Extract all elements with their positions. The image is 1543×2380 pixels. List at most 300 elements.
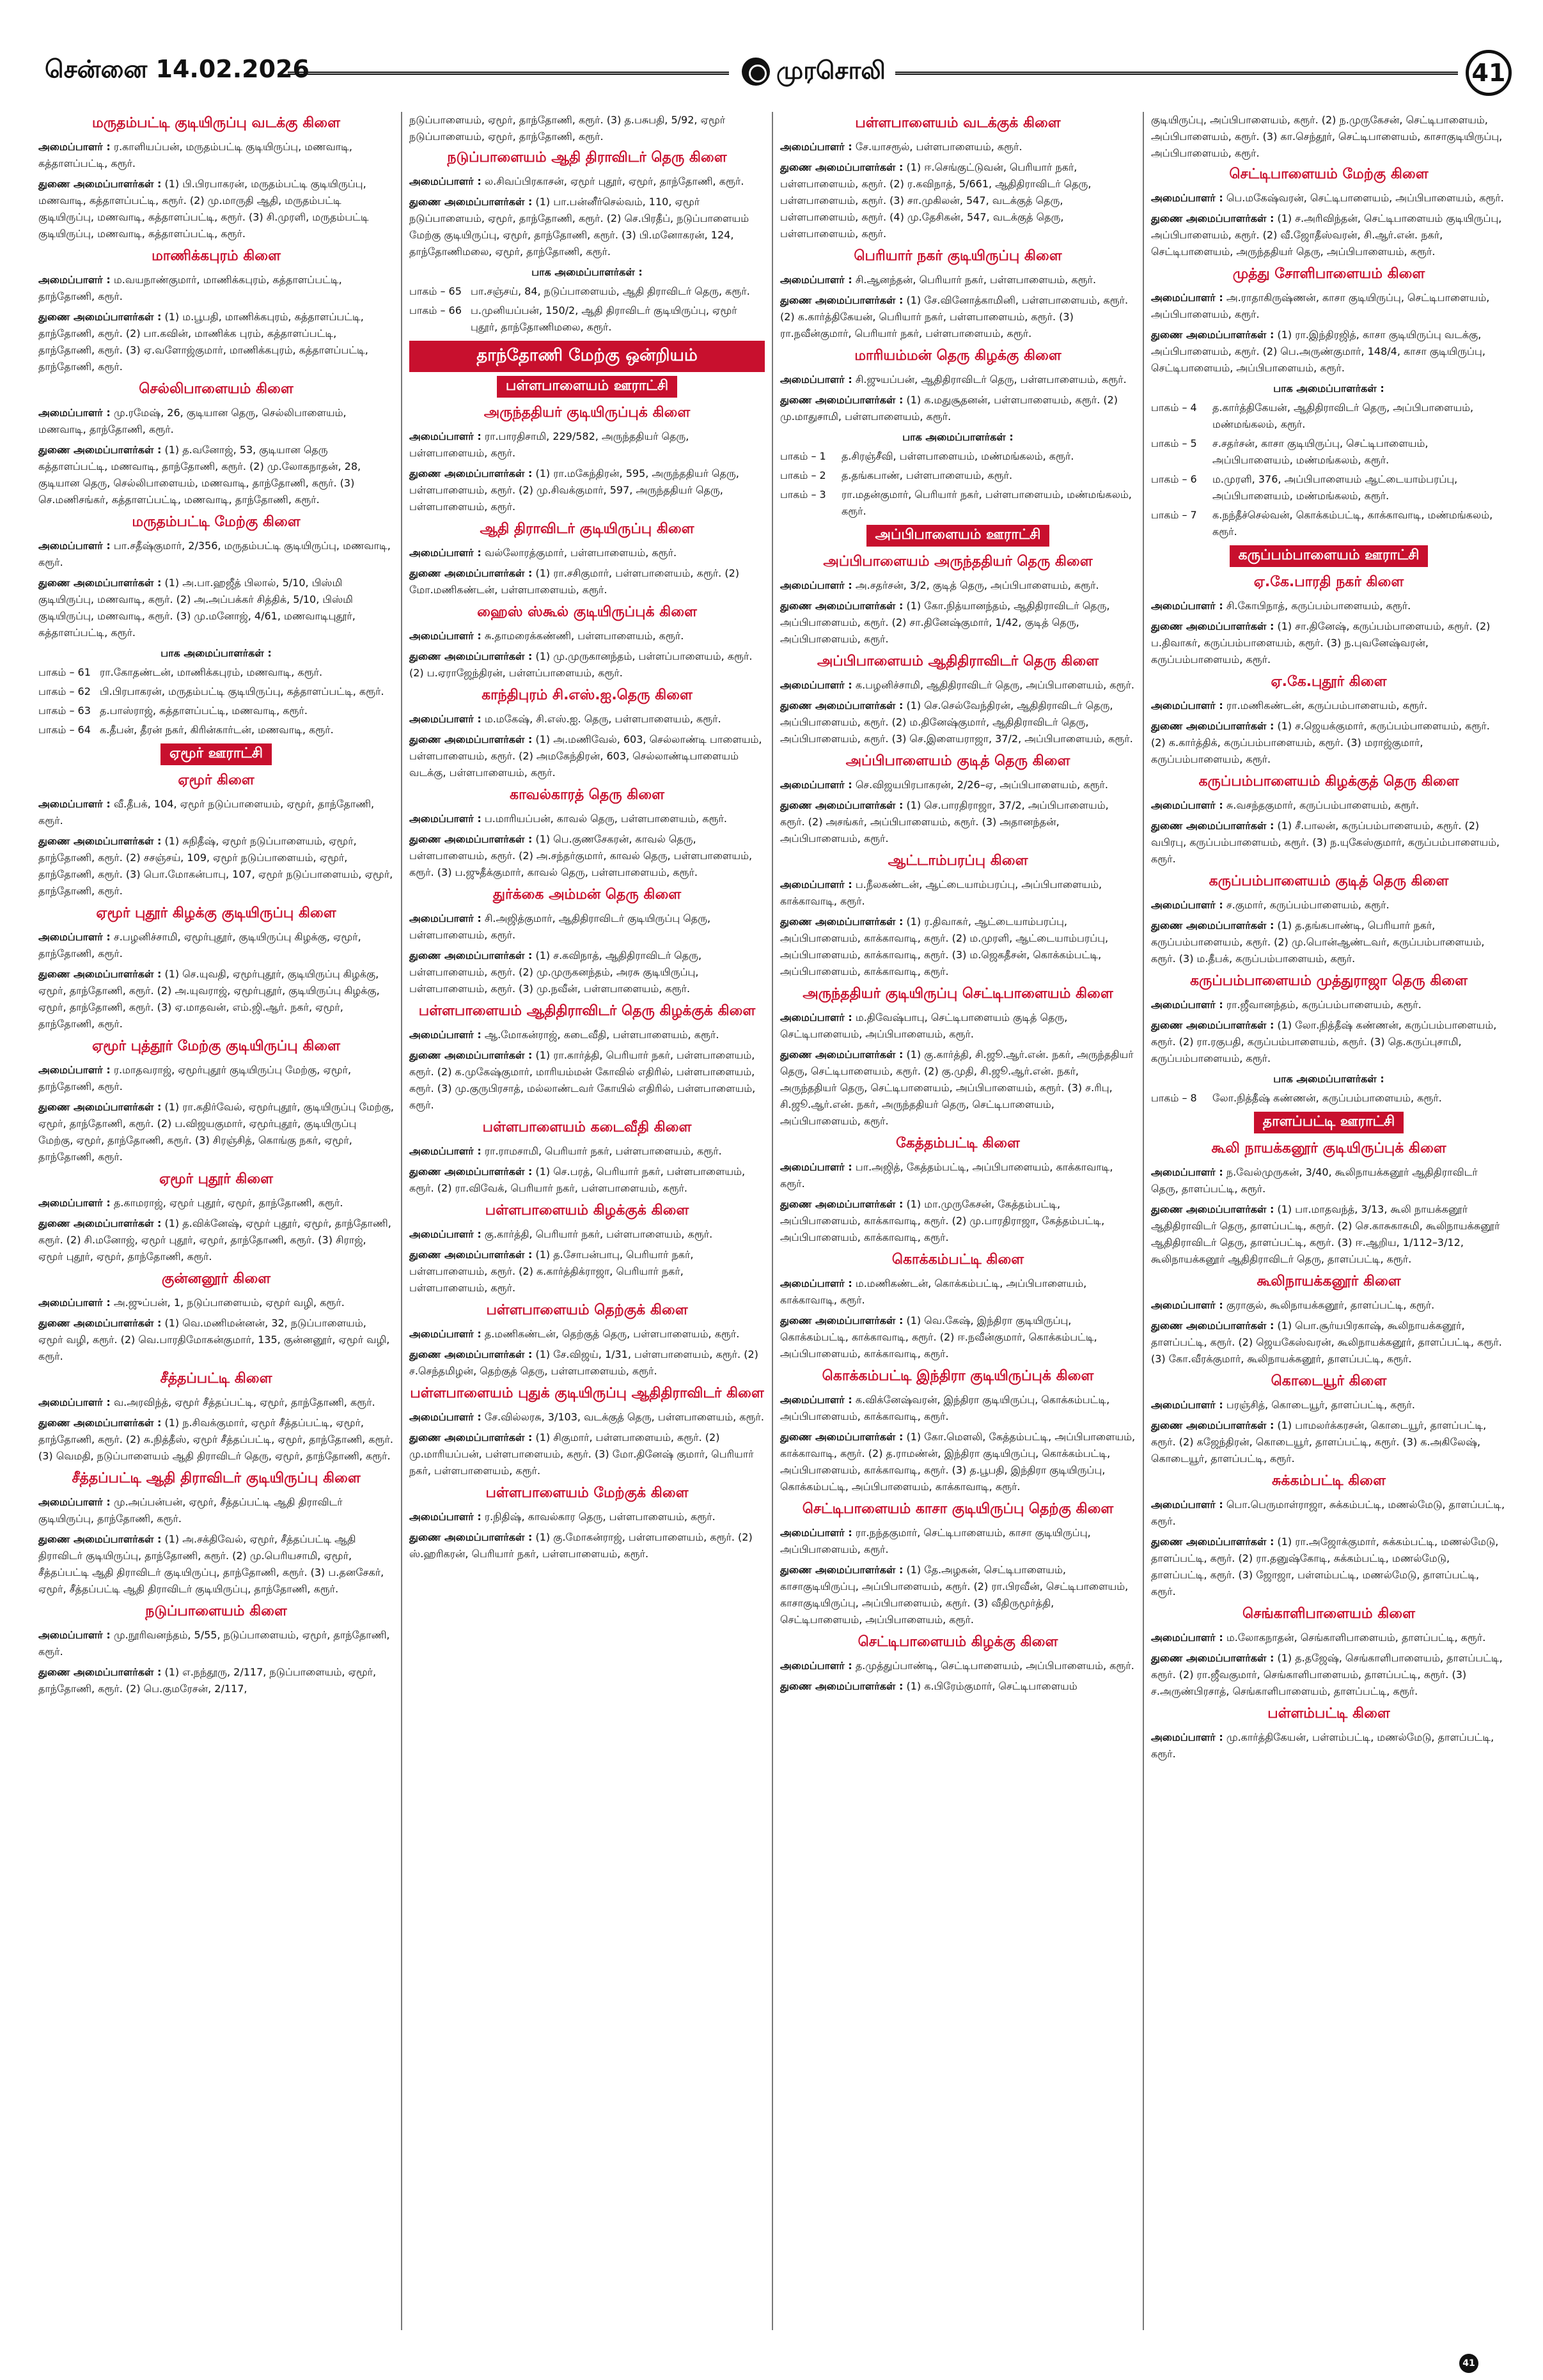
organizer-value: த.முத்துப்பாண்டி, செட்டிபாளையம், அப்பிபாளையம், கரூர்.	[855, 1660, 1134, 1672]
branch-section	[1151, 773, 1507, 867]
deputy-organizers-line	[780, 1429, 1136, 1495]
organizer-line	[780, 577, 1136, 594]
deputy-organizers-line	[409, 831, 765, 881]
deputy-organizers-line	[38, 309, 394, 375]
branch-section	[38, 380, 394, 508]
deputy-organizers-value: (1) த.தஜேஷ், செங்காளிபாளையம், தாளப்பட்டி, கரூர். (2) ரா.ஜீவகுமார், செங்காளிபாளையம், தாளப்பட்டி, கரூர். (3) ச.அருண்பிரசாத், செங்காளிபாளையம், தாளப்பட்டி, கரூர்.	[1151, 1652, 1503, 1697]
booth-number: பாகம் – 1	[780, 450, 826, 462]
deputy-organizers-label: துணை அமைப்பாளர்கள் :	[780, 1314, 904, 1326]
header-rule-left	[288, 72, 729, 75]
branch-title: பள்ளபாளையம் வடக்குக் கிளை	[855, 115, 1061, 131]
booth-row	[780, 448, 1136, 465]
deputy-organizers-line	[38, 1215, 394, 1265]
deputy-organizers-line	[409, 1047, 765, 1114]
deputy-organizers-value: (1) பா.மாதவந்த், 3/13, கூலி நாயக்கனூர் ஆதிதிராவிடர் தெரு, தாளப்பட்டி, கரூர். (2) செ.காசுகாசுமி, கூலிநாயக்கனூர் ஆதிதிராவிடர் தெரு, தாளப்பட்டி, கரூர். (3) ஈ.ஆறிய, 1/112–3/12, கூலிநாயக்கனூர் ஆதிதிராவிடர் தெரு, தாளப்பட்டி, கரூர்.	[1151, 1203, 1500, 1265]
deputy-organizers-value: (1) மா.முருகேசன், கேத்தம்பட்டி, அப்பிபாளையம், காக்காவாடி, கரூர். (2) மு.பாரதிராஜா, கேத்தம்பட்டி, அப்பிபாளையம், காக்காவாடி, கரூர்.	[780, 1198, 1105, 1243]
branch-title: நடுப்பாளையம் ஆதி திராவிடர் தெரு கிளை	[447, 150, 727, 166]
organizer-line	[38, 1195, 394, 1211]
panchayat-banner: அப்பிபாளையம் ஊராட்சி	[866, 525, 1050, 547]
branch-title: ஏமூர் புதூர் கிழக்கு குடியிருப்பு கிளை	[96, 905, 336, 921]
footer-page-number: 41	[1459, 2354, 1478, 2373]
deputy-organizers-label: துணை அமைப்பாளர்கள் :	[38, 577, 162, 589]
deputy-organizers-value: (1) கு.மோகன்ராஜ், பள்ளபாளையம், கரூர். (2) ஸ்.ஹரிகரன், பெரியார் நகர், பள்ளபாளையம், கரூர்.	[409, 1531, 753, 1560]
organizer-label: அமைப்பாளர் :	[38, 141, 111, 153]
organizer-value: ந.வேல்முருகன், 3/40, கூலிநாயக்கனூர் ஆதிதிராவிடர் தெரு, தாளப்பட்டி, கரூர்.	[1151, 1166, 1478, 1195]
branch-title: ஹைஸ் ஸ்கூல் குடியிருப்புக் கிளை	[477, 604, 697, 620]
deputy-organizers-line	[1151, 718, 1507, 768]
deputy-organizers-label: துணை அமைப்பாளர்கள் :	[780, 799, 904, 811]
branch-section	[1151, 166, 1507, 260]
deputy-organizers-value: (1) பெ.குணசேகரன், காவல் தெரு, பள்ளபாளையம், கரூர். (2) அ.சந்தர்குமார், காவல் தெரு, பள்ளபாளையம், கரூர். (3) ப.ஜுதீக்குமார், காவல் தெரு, பள்ளபாளையம், கரூர்.	[409, 833, 753, 878]
organizer-label: அமைப்பாளர் :	[409, 630, 482, 642]
branch-section	[780, 347, 1136, 520]
organizer-label: அமைப்பாளர் :	[38, 407, 111, 419]
booth-organizer: த.சிரஞ்சீவி, பள்ளபாளையம், மண்மங்கலம், கரூர்.	[842, 450, 1074, 462]
organizer-value: ம.லோகநாதன், செங்காளிபாளையம், தாளப்பட்டி, கரூர்.	[1226, 1631, 1486, 1644]
deputy-organizers-label: துணை அமைப்பாளர்கள் :	[780, 1048, 904, 1061]
branch-section	[409, 1484, 765, 1562]
branch-title: பள்ளபாளையம் ஆதிதிராவிடர் தெரு கிழக்குக் கிளை	[418, 1003, 756, 1019]
branch-title: கேத்தம்பட்டி கிளை	[896, 1135, 1020, 1151]
deputy-organizers-label: துணை அமைப்பாளர்கள் :	[409, 1248, 533, 1261]
branch-title: செங்காளிபாளையம் கிளை	[1242, 1606, 1415, 1622]
booth-organizer: ரா.கோதண்டன், மாணிக்கபுரம், மணவாடி, கரூர்.	[100, 666, 323, 678]
deputy-organizers-label: துணை அமைப்பாளர்கள் :	[38, 178, 162, 190]
deputy-organizers-line	[38, 833, 394, 899]
branch-title: ஏ.கே.பாரதி நகர் கிளை	[1253, 574, 1404, 590]
branch-section	[1151, 1705, 1507, 1762]
branch-title: செட்டிபாளையம் மேற்கு கிளை	[1229, 166, 1429, 182]
deputy-organizers-line	[780, 1678, 1136, 1695]
branch-section	[38, 114, 394, 242]
deputy-organizers-value: (1) க.மதுசூதனன், பள்ளபாளையம், கரூர். (2) மு.மாதுசாமி, பள்ளபாளையம், கரூர்.	[780, 394, 1118, 423]
branch-section	[409, 886, 765, 997]
branch-section	[38, 1038, 394, 1165]
deputy-organizers-line	[38, 575, 394, 641]
booth-number: பாகம் – 7	[1151, 509, 1197, 521]
organizer-label: அமைப்பாளர் :	[409, 912, 482, 924]
booth-number: பாகம் – 65	[409, 285, 462, 297]
branch-title: அருந்ததியர் குடியிருப்புக் கிளை	[483, 405, 691, 421]
branch-section	[409, 1202, 765, 1296]
branch-title: நடுப்பாளையம் கிளை	[145, 1603, 287, 1619]
deputy-organizers-label: துணை அமைப்பாளர்கள் :	[409, 567, 533, 579]
deputy-organizers-value: (1) எ.நந்தூரு, 2/117, நடுப்பாளையம், ஏமூர், தாந்தோணி, கரூர். (2) பெ.குமரேசன், 2/117,	[38, 1666, 377, 1695]
deputy-organizers-label: துணை அமைப்பாளர்கள் :	[780, 699, 904, 712]
deputy-organizers-value: (1) பா.பன்னீர்செல்வம், 110, ஏமூர் நடுப்பாளையம், ஏமூர், தாந்தோணி, கரூர். (2) செ.பிரதீப், நடுப்பாளையம் மேற்கு குடியிருப்பு, ஏமூர், தாந்தோணி, கரூர். (3) பி.மனோகரன், 124, தாந்தோணிமலை, ஏமூர், தாந்தோணி, கரூர்.	[409, 196, 749, 258]
deputy-organizers-line	[409, 1163, 765, 1197]
deputy-organizers-value: (1) ச.அரிவிந்தன், செட்டிபாளையம் குடியிருப்பு, அப்பிபாளையம், கரூர். (2) வீ.ஜோதீஸ்வரன், சி.ஆர்.என். நகர், செட்டிபாளையம், அருந்ததியர் தெரு, அப்பிபாளையம், கரூர்.	[1151, 212, 1502, 258]
deputy-organizers-value: (1) சே.விஜய், 1/31, பள்ளபாளையம், கரூர். (2) ச.செந்தமிழன், தெற்குத் தெரு, பள்ளபாளையம், கரூர்.	[409, 1348, 758, 1377]
panchayat-banner: தாளப்பட்டி ஊராட்சி	[1254, 1112, 1404, 1133]
deputy-organizers-label: துணை அமைப்பாளர்கள் :	[1151, 1536, 1274, 1548]
organizer-label: அமைப்பாளர் :	[38, 1496, 111, 1508]
panchayat-banner: ஏமூர் ஊராட்சி	[161, 743, 272, 765]
deputy-organizers-label: துணை அமைப்பாளர்கள் :	[780, 161, 904, 173]
organizer-label: அமைப்பாளர் :	[409, 1328, 482, 1340]
deputy-organizers-label: துணை அமைப்பாளர்கள் :	[409, 833, 533, 845]
deputy-organizers-line	[1151, 1201, 1507, 1268]
branch-section	[38, 1470, 394, 1598]
branch-title: ஏ.கே.புதூர் கிளை	[1271, 674, 1387, 690]
organizer-value: அ.சதர்சன், 3/2, குடித் தெரு, அப்பிபாளையம், கரூர்.	[855, 579, 1099, 591]
branch-title: ஏமூர் கிளை	[178, 772, 255, 788]
organizer-label: அமைப்பாளர் :	[38, 1064, 111, 1076]
branch-title: கருப்பம்பாளையம் முத்துராஜா தெரு கிளை	[1189, 973, 1468, 989]
deputy-organizers-line	[780, 797, 1136, 847]
deputy-organizers-label: துணை அமைப்பாளர்கள் :	[409, 467, 533, 479]
branch-section	[780, 114, 1136, 242]
organizer-line	[38, 1627, 394, 1660]
organizer-line	[38, 272, 394, 305]
deputy-organizers-line	[780, 392, 1136, 425]
column-divider	[401, 112, 402, 2330]
page-header	[38, 52, 1509, 97]
organizer-value: த.மணிகண்டன், தெற்குத் தெரு, பள்ளபாளையம், கரூர்.	[484, 1328, 740, 1340]
deputy-organizers-value: (1) க.பிரேம்குமார், செட்டிபாளையம்	[906, 1680, 1077, 1692]
branch-title: கருப்பம்பாளையம் கிழக்குத் தெரு கிளை	[1198, 774, 1459, 789]
organizer-label: அமைப்பாளர் :	[1151, 1299, 1223, 1311]
organizer-label: அமைப்பாளர் :	[38, 1396, 111, 1408]
deputy-organizers-value: (1) வெ.மணிமன்னன், 32, நடுப்பாளையம், ஏமூர் வழி, கரூர். (2) வெ.பாரதிமோகன்குமார், 135, குன்னனூர், ஏமூர் வழி, கரூர்.	[38, 1317, 390, 1362]
deputy-organizers-value: (1) ச.ஜெயக்குமார், கருப்பம்பாளையம், கரூர். (2) க.கார்த்திக், கருப்பம்பாளையம், கரூர். (3) மராஜ்குமார், கருப்பம்பாளையம், கரூர்.	[1151, 720, 1490, 765]
branch-section	[1151, 1605, 1507, 1700]
organizer-value: ம.மகேஷ், சி.எஸ்.ஐ. தெரு, பள்ளபாளையம், கரூர்.	[484, 713, 721, 725]
deputy-organizers-label: துணை அமைப்பாளர்கள் :	[409, 650, 533, 662]
organizer-line	[38, 796, 394, 829]
organizer-line	[38, 538, 394, 571]
deputy-organizers-value: (1) அ.பா.ஹஜீத் பிலால், 5/10, பிஸ்மி குடியிருப்பு, மணவாடி, கரூர். (2) அ.அப்பக்கர் சித்திக், 5/10, பிஸ்மி குடியிருப்பு, மணவாடி, கரூர். (3) மு.மனோஜ், 4/61, மணவாடிபுதூர், கத்தாளப்பட்டி, கரூர்.	[38, 577, 356, 639]
deputy-organizers-value: (1) சா.தினேஷ், கருப்பம்பாளையம், கரூர். (2) ப.திவாகர், கருப்பம்பாளையம், கரூர். (3) ந.புவனேஷ்வரன், கருப்பம்பாளையம், கரூர்.	[1151, 620, 1491, 665]
organizer-label: அமைப்பாளர் :	[409, 813, 482, 825]
organizer-line	[409, 1143, 765, 1160]
organizer-label: அமைப்பாளர் :	[1151, 799, 1223, 811]
deputy-organizers-label: துணை அமைப்பாளர்கள் :	[780, 915, 904, 928]
deputy-organizers-label: துணை அமைப்பாளர்கள் :	[1151, 1203, 1274, 1215]
organizer-value: ம.திவேஷ்பாபு, செட்டிபாளையம் குடித் தெரு, செட்டிபாளையம், அப்பிபாளையம், கரூர்.	[780, 1011, 1068, 1040]
organizer-line	[780, 1392, 1136, 1425]
branch-section	[1151, 1273, 1507, 1367]
organizer-label: அமைப்பாளர் :	[409, 1411, 482, 1423]
booth-row	[1151, 471, 1507, 504]
organizer-line	[38, 1394, 394, 1411]
deputy-organizers-line	[780, 159, 1136, 242]
branch-title: பெரியார் நகர் குடியிருப்பு கிளை	[854, 248, 1062, 264]
organizer-value: பெ.மகேஷ்வரன், செட்டிபாளையம், அப்பிபாளையம், கரூர்.	[1226, 192, 1504, 204]
organizer-value: ச.குமார், கருப்பம்பாளையம், கரூர்.	[1226, 899, 1390, 911]
masthead-logo	[742, 54, 889, 89]
branch-section	[409, 149, 765, 336]
branch-title: குன்னனூர் கிளை	[161, 1271, 271, 1287]
deputy-organizers-value: (1) செ.பரத், பெரியார் நகர், பள்ளபாளையம், கரூர். (2) ரா.விவேக், பெரியார் நகர், பள்ளபாளையம், கரூர்.	[409, 1165, 746, 1194]
booth-organizer: க.தீபன், தீரன் நகர், கிரின்கார்டன், மணவாடி, கரூர்.	[100, 724, 334, 736]
branch-section	[780, 852, 1136, 980]
continued-text: நடுப்பாளையம், ஏமூர், தாந்தோணி, கரூர். (3) த.பசுபதி, 5/92, ஏமூர் நடுப்பாளையம், ஏமூர், தாந்தோணி, கரூர்.	[409, 114, 726, 143]
organizer-label: அமைப்பாளர் :	[780, 779, 852, 791]
deputy-organizers-label: துணை அமைப்பாளர்கள் :	[38, 311, 162, 323]
deputy-organizers-label: துணை அமைப்பாளர்கள் :	[38, 968, 162, 980]
branch-title: செட்டிபாளையம் கிழக்கு கிளை	[858, 1634, 1058, 1650]
organizer-value: ம.மணிகண்டன், கொக்கம்பட்டி, அப்பிபாளையம், காக்காவாடி, கரூர்.	[780, 1277, 1087, 1306]
organizer-label: அமைப்பாளர் :	[1151, 600, 1223, 612]
branch-section	[409, 1002, 765, 1114]
organizer-value: சி.ஜுயப்பன், ஆதிதிராவிடர் தெரு, பள்ளபாளையம், கரூர்.	[855, 373, 1127, 385]
branch-title: காவல்காரத் தெரு கிளை	[510, 787, 664, 803]
branch-title: பள்ளபாளையம் கடைவீதி கிளை	[482, 1119, 692, 1135]
branch-section	[38, 247, 394, 375]
booth-row	[780, 486, 1136, 520]
booth-row	[1151, 400, 1507, 433]
organizer-value: பா.சதீஷ்குமார், 2/356, மருதம்பட்டி குடியிருப்பு, மணவாடி, கரூர்.	[38, 540, 391, 568]
organizer-value: வ.அரவிந்த், ஏமூர் சீத்தப்பட்டி, ஏமூர், தாந்தோணி, கரூர்.	[113, 1396, 375, 1408]
booth-organizer: ரா.மதன்குமார், பெரியார் நகர், பள்ளபாளையம், மண்மங்கலம், கரூர்.	[842, 488, 1132, 517]
deputy-organizers-line	[409, 1429, 765, 1479]
branch-title: கொக்கம்பட்டி கிளை	[891, 1252, 1024, 1268]
booth-number: பாகம் – 2	[780, 469, 826, 481]
organizer-line	[1151, 290, 1507, 323]
deputy-organizers-value: (1) ரா.இந்திரஜித், காசா குடியிருப்பு வடக்கு, அப்பிபாளையம், கரூர். (2) பெ.அருண்குமார், 148/4, காசா குடியிருப்பு, செட்டிபாளையம், அப்பிபாளையம், கரூர்.	[1151, 329, 1485, 374]
organizer-value: அ.ராதாகிருஷ்ணன், காசா குடியிருப்பு, செட்டிபாளையம், அப்பிபாளையம், கரூர்.	[1151, 292, 1490, 320]
organizer-label: அமைப்பாளர் :	[1151, 1399, 1223, 1411]
organizer-value: ல.சிவப்பிரகாசன், ஏமூர் புதூர், ஏமூர், தாந்தோணி, கரூர்.	[484, 175, 744, 187]
organizer-value: ப.மாரியப்பன், காவல் தெரு, பள்ளபாளையம், கரூர்.	[484, 813, 728, 825]
organizer-label: அமைப்பாளர் :	[38, 798, 111, 810]
deputy-organizers-line	[409, 947, 765, 997]
organizer-line	[409, 910, 765, 944]
organizer-value: ரா.நந்தகுமார், செட்டிபாளையம், காசா குடியிருப்பு, அப்பிபாளையம், கரூர்.	[780, 1527, 1091, 1555]
deputy-organizers-label: துணை அமைப்பாளர்கள் :	[1151, 720, 1274, 732]
branch-section	[38, 905, 394, 1032]
deputy-organizers-value: (1) சுநிதீஷ், ஏமூர் நடுப்பாளையம், ஏமூர், தாந்தோணி, கரூர். (2) சசஞ்சய், 109, ஏமூர் நடுப்பாளையம், ஏமூர், தாந்தோணி, கரூர். (3) பொ.மோகன்பாபு, 107, ஏமூர் நடுப்பாளையம், ஏமூர், தாந்தோணி, கரூர்.	[38, 835, 393, 897]
booth-row	[409, 283, 765, 300]
deputy-organizers-label: துணை அமைப்பாளர்கள் :	[409, 196, 533, 208]
organizer-value: சி.ஆனந்தன், பெரியார் நகர், பள்ளபாளையம், கரூர்.	[855, 274, 1097, 286]
deputy-organizers-value: (1) ரா.கார்த்தி, பெரியார் நகர், பள்ளபாளையம், கரூர். (2) க.முகேஷ்குமார், மாரியம்மன் கோவில் எதிரில், பள்ளபாளையம், கரூர். (3) மு.குருபிரசாத், மல்லாண்டவர் கோயில் எதிரில், பள்ளபாளையம், கரூர்.	[409, 1049, 756, 1111]
organizer-label: அமைப்பாளர் :	[1151, 1498, 1223, 1511]
deputy-organizers-label: துணை அமைப்பாளர்கள் :	[38, 1417, 162, 1429]
organizer-line	[1151, 1297, 1507, 1314]
deputy-organizers-label: துணை அமைப்பாளர்கள் :	[1151, 1652, 1274, 1664]
deputy-organizers-value: (1) ர.திவாகர், ஆட்டையாம்பரப்பு, அப்பிபாளையம், காக்காவாடி, கரூர். (2) ம.முரளி, ஆட்டையாம்பரப்பு, அப்பிபாளையம், காக்காவாடி, கரூர். (3) ம.ஜெகதீசன், கொக்கம்பட்டி, அப்பிபாளையம், காக்காவாடி, கரூர்.	[780, 915, 1109, 977]
organizer-line	[38, 405, 394, 438]
organizer-label: அமைப்பாளர் :	[1151, 899, 1223, 911]
branch-title: மருதம்பட்டி குடியிருப்பு வடக்கு கிளை	[92, 115, 340, 131]
organizer-line	[780, 876, 1136, 910]
organizer-line	[1151, 190, 1507, 206]
organizer-value: க.பழனிச்சாமி, ஆதிதிராவிடர் தெரு, அப்பிபாளையம், கரூர்.	[855, 679, 1134, 691]
branch-title: செல்லிபாளையம் கிளை	[139, 381, 294, 397]
branch-section	[1151, 573, 1507, 668]
organizer-line	[1151, 997, 1507, 1013]
organizer-line	[780, 777, 1136, 793]
deputy-organizers-line	[38, 1531, 394, 1598]
branch-section	[780, 1251, 1136, 1362]
branch-section	[409, 520, 765, 598]
deputy-organizers-label: துணை அமைப்பாளர்கள் :	[780, 1564, 904, 1576]
organizer-label: அமைப்பாளர் :	[409, 1511, 482, 1523]
booth-organizers-heading: பாக அமைப்பாளர்கள் :	[1273, 382, 1384, 394]
organizer-value: செ.விஜயபிரபாகரன், 2/26–ஏ, அப்பிபாளையம், கரூர்.	[855, 779, 1108, 791]
booth-row	[38, 664, 394, 681]
deputy-organizers-label: துணை அமைப்பாளர்கள் :	[1151, 1419, 1274, 1431]
deputy-organizers-value: (1) மு.முருகானந்தம், பள்ளப்பாளையம், கரூர். (2) ப.ஏராஜேந்திரன், பள்ளப்பாளையம், கரூர்.	[409, 650, 753, 679]
branch-section	[38, 1270, 394, 1365]
deputy-organizers-value: (1) அ.மணிவேல், 603, செல்லாண்டி பாளையம், பள்ளபாளையம், கரூர். (2) அமகேந்திரன், 603, செல்லாண்டிபாளையம் வடக்கு, பள்ளபாளையம், கரூர்.	[409, 733, 762, 779]
deputy-organizers-line	[409, 1247, 765, 1296]
organizer-line	[409, 628, 765, 644]
organizer-line	[38, 139, 394, 172]
deputy-organizers-line	[1151, 818, 1507, 867]
deputy-organizers-label: துணை அமைப்பாளர்கள் :	[780, 294, 904, 306]
organizer-label: அமைப்பாளர் :	[780, 679, 852, 691]
deputy-organizers-label: துணை அமைப்பாளர்கள் :	[780, 1431, 904, 1443]
branch-section	[780, 653, 1136, 747]
header-rule-right	[895, 72, 1458, 75]
branch-title: ஏமூர் புத்தூர் மேற்கு குடியிருப்பு கிளை	[91, 1038, 341, 1054]
deputy-organizers-label: துணை அமைப்பாளர்கள் :	[780, 1680, 904, 1692]
organizer-line	[1151, 1164, 1507, 1197]
branch-section	[780, 553, 1136, 648]
deputy-organizers-label: துணை அமைப்பாளர்கள் :	[409, 1348, 533, 1360]
deputy-organizers-label: துணை அமைப்பாளர்கள் :	[409, 1049, 533, 1061]
deputy-organizers-label: துணை அமைப்பாளர்கள் :	[38, 1217, 162, 1229]
branch-title: செட்டிபாளையம் காசா குடியிருப்பு தெற்கு கிளை	[802, 1501, 1114, 1517]
deputy-organizers-line	[1151, 1534, 1507, 1600]
organizer-value: சி.அஜித்குமார், ஆதிதிராவிடர் குடியிருப்பு தெரு, பள்ளபாளையம், கரூர்.	[409, 912, 711, 941]
deputy-organizers-label: துணை அமைப்பாளர்கள் :	[38, 1533, 162, 1545]
booth-organizer: த.கார்த்திகேயன், ஆதிதிராவிடர் தெரு, அப்பிபாளையம், மண்மங்கலம், கரூர்.	[1212, 401, 1474, 430]
deputy-organizers-value: (1) ரா.சசிகுமார், பள்ளபாளையம், கரூர். (2) மோ.மணிகண்டன், பள்ளபாளையம், கரூர்.	[409, 567, 740, 596]
branch-title: ஏமூர் புதூர் கிளை	[159, 1171, 274, 1187]
column-divider	[772, 112, 773, 2330]
branch-section	[409, 1119, 765, 1197]
deputy-organizers-line	[780, 1312, 1136, 1362]
deputy-organizers-value: (1) ச.கவிநாத், ஆதிதிராவிடர் தெரு, பள்ளபாளையம், கரூர். (2) மு.முருகனந்தம், அரசு குடியிருப்பு, பள்ளபாளையம், கரூர். (3) மு.நவீன், பள்ளபாளையம், கரூர்.	[409, 949, 702, 995]
page-number-badge: 41	[1466, 50, 1512, 96]
organizer-value: வீ.தீபக், 104, ஏமூர் நடுப்பாளையம், ஏமூர், தாந்தோணி, கரூர்.	[38, 798, 375, 827]
deputy-organizers-value: (1) செ.செல்வேந்திரன், ஆதிதிராவிடர் தெரு, அப்பிபாளையம், கரூர். (2) ம.தினேஷ்குமார், ஆதிதிராவிடர் தெரு, அப்பிபாளையம், கரூர். (3) செ.இளையராஜா, 37/2, அப்பிபாளையம், கரூர்.	[780, 699, 1133, 745]
branch-section	[1151, 1373, 1507, 1467]
organizer-label: அமைப்பாளர் :	[1151, 1631, 1223, 1644]
deputy-organizers-value: (1) த.சோபன்பாபு, பெரியார் நகர், பள்ளபாளையம், கரூர். (2) க.கார்த்திக்ராஜா, பெரியார் நகர், பள்ளபாளையம், கரூர்.	[409, 1248, 694, 1294]
deputy-organizers-value: (1) கோ.மௌலி, கேத்தம்பட்டி, அப்பிபாளையம், காக்காவாடி, கரூர். (2) த.ராமண்ன், இந்திரா குடியிருப்பு, கொக்கம்பட்டி, அப்பிபாளையம், காக்காவாடி, கரூர். (3) த.பூபதி, இந்திரா குடியிருப்பு, கொக்கம்பட்டி, அப்பிபாளையம், காக்காவாடி, கரூர்.	[780, 1431, 1136, 1493]
deputy-organizers-label: துணை அமைப்பாளர்கள் :	[780, 1198, 904, 1210]
deputy-organizers-line	[1151, 327, 1507, 377]
organizer-label: அமைப்பாளர் :	[409, 430, 482, 442]
column-2	[409, 112, 765, 2330]
deputy-organizers-value: (1) வெ.கேஷ், இந்திரா குடியிருப்பு, கொக்கம்பட்டி, காக்காவாடி, கரூர். (2) ஈ.நவீன்குமார், கொக்கம்பட்டி, அப்பிபாளையம், காக்காவாடி, கரூர்.	[780, 1314, 1097, 1360]
branch-section	[1151, 1472, 1507, 1600]
deputy-organizers-line	[1151, 917, 1507, 967]
booth-row	[1151, 435, 1507, 469]
deputy-organizers-line	[409, 465, 765, 515]
deputy-organizers-line	[409, 1529, 765, 1562]
column-4	[1151, 112, 1507, 2330]
branch-title: பள்ளம்பட்டி கிளை	[1267, 1706, 1390, 1722]
organizer-label: அமைப்பாளர் :	[780, 878, 852, 891]
booth-number: பாகம் – 63	[38, 704, 91, 717]
deputy-organizers-value: (1) ரா.அஜோக்குமார், சுக்கம்பட்டி, மணல்மேடு, தாளப்பட்டி, கரூர். (2) ரா.தனுஷ்கோடி, சுக்கம்பட்டி, மணல்மேடு, தாளப்பட்டி, கரூர். (3) ஜோஜா, பள்ளம்பட்டி, மணல்மேடு, தாளப்பட்டி, கரூர்.	[1151, 1536, 1499, 1598]
branch-title: பள்ளபாளையம் தெற்குக் கிளை	[486, 1302, 688, 1318]
deputy-organizers-label: துணை அமைப்பாளர்கள் :	[780, 600, 904, 612]
deputy-organizers-label: துணை அமைப்பாளர்கள் :	[409, 949, 533, 961]
branch-section	[38, 513, 394, 738]
organizer-value: பா.அஜித், கேத்தம்பட்டி, அப்பிபாளையம், காக்காவாடி, கரூர்.	[780, 1161, 1113, 1190]
organizer-value: ர.நிதிஷ், காவல்கார தெரு, பள்ளபாளையம், கரூர்.	[484, 1511, 716, 1523]
organizer-line	[780, 1275, 1136, 1309]
organizer-value: சு.தாமரைக்கண்ணி, பள்ளபாளையம், கரூர்.	[484, 630, 684, 642]
organizer-value: வல்லோரத்குமார், பள்ளபாளையம், கரூர்.	[484, 547, 677, 559]
booth-number: பாகம் – 62	[38, 685, 91, 697]
booth-row	[1151, 507, 1507, 540]
organizer-line	[409, 1027, 765, 1043]
organizer-line	[409, 711, 765, 727]
organizer-line	[780, 1009, 1136, 1043]
branch-section	[780, 1135, 1136, 1246]
booth-organizers-heading: பாக அமைப்பாளர்கள் :	[531, 266, 643, 278]
organizer-line	[780, 371, 1136, 388]
organizer-line	[1151, 1729, 1507, 1762]
booth-row	[1151, 1090, 1507, 1107]
column-3	[780, 112, 1136, 2330]
deputy-organizers-value: (1) செ.பாரதிராஜா, 37/2, அப்பிபாளையம், கரூர். (2) அசங்கர், அப்பிபாளையம், கரூர். (3) அதானந்தன், அப்பிபாளையம், கரூர்.	[780, 799, 1109, 844]
deputy-organizers-line	[1151, 1417, 1507, 1467]
booth-organizer: ச.சதர்சன், காசா குடியிருப்பு, செட்டிபாளையம், அப்பிபாளையம், மண்மங்கலம், கரூர்.	[1212, 437, 1429, 466]
deputy-organizers-value: (1) த.தங்கபாண்டி, பெரியார் நகர், கருப்பம்பாளையம், கரூர். (2) மு.பொன்ஆண்டவர், கருப்பம்பாளையம், கரூர். (3) ம.தீபக், கருப்பம்பாளையம், கரூர்.	[1151, 919, 1485, 965]
organizer-line	[1151, 1397, 1507, 1413]
organizer-label: அமைப்பாளர் :	[780, 579, 852, 591]
organizer-label: அமைப்பாளர் :	[1151, 192, 1223, 204]
branch-title: மாணிக்கபுரம் கிளை	[152, 248, 281, 264]
deputy-organizers-value: (1) பாமலர்க்கரசன், கொடையூர், தாளப்பட்டி, கரூர். (2) கஜேந்திரன், கொடையூர், தாளப்பட்டி, கரூர். (3) க.அகிலேஷ், கொடையூர், தாளப்பட்டி, கரூர்.	[1151, 1419, 1487, 1465]
organizer-line	[38, 1295, 394, 1311]
organizer-value: ச.பழனிச்சாமி, ஏமூர்புதூர், குடியிருப்பு கிழக்கு, ஏமூர், தாந்தோணி, கரூர்.	[38, 931, 361, 960]
organizer-label: அமைப்பாளர் :	[38, 1197, 111, 1209]
organizer-label: அமைப்பாளர் :	[409, 175, 482, 187]
emblem-icon	[742, 58, 770, 86]
booth-number: பாகம் – 61	[38, 666, 91, 678]
organizer-label: அமைப்பாளர் :	[780, 1527, 852, 1539]
deputy-organizers-line	[780, 598, 1136, 648]
booth-number: பாகம் – 8	[1151, 1092, 1197, 1104]
booth-row	[409, 302, 765, 336]
organizer-value: ரா.மணிகண்டன், கருப்பம்பாளையம், கரூர்.	[1226, 699, 1428, 712]
organizer-value: குராகுல், கூலிநாயக்கனூர், தாளப்பட்டி, கரூர்.	[1226, 1299, 1435, 1311]
deputy-organizers-label: துணை அமைப்பாளர்கள் :	[409, 733, 533, 745]
deputy-organizers-label: துணை அமைப்பாளர்கள் :	[1151, 820, 1274, 832]
deputy-organizers-line	[1151, 1650, 1507, 1700]
deputy-organizers-line	[780, 1196, 1136, 1246]
branch-title: கொடையூர் கிளை	[1271, 1373, 1387, 1389]
deputy-organizers-value: (1) ஈ.செங்குட்டுவன், பெரியார் நகர், பள்ளபாளையம், கரூர். (2) ர.கவிநாத், 5/661, ஆதிதிராவிடர் தெரு, பள்ளபாளையம், கரூர். (3) சா.முகிலன், 547, வடக்குத் தெரு, பள்ளபாளையம், கரூர். (4) மு.தேசிகன், 547, வடக்குத் தெரு, பள்ளபாளையம், கரூர்.	[780, 161, 1092, 240]
deputy-organizers-label: துணை அமைப்பாளர்கள் :	[1151, 919, 1274, 931]
branch-section	[780, 752, 1136, 847]
deputy-organizers-line	[409, 731, 765, 781]
deputy-organizers-value: (1) கோ.நித்யானந்தம், ஆதிதிராவிடர் தெரு, அப்பிபாளையம், கரூர். (2) சா.தினேஷ்குமார், 1/42, குடித் தெரு, அப்பிபாளையம், கரூர்.	[780, 600, 1110, 645]
organizer-value: ரா.பாரதிசாமி, 229/582, அருந்ததியர் தெரு, பள்ளபாளையம், கரூர்.	[409, 430, 689, 459]
branch-section	[780, 1633, 1136, 1695]
organizer-line	[1151, 1497, 1507, 1530]
organizer-line	[1151, 598, 1507, 614]
organizer-value: ம.வயநாண்குமார், மாணிக்கபுரம், கத்தாளப்பட்டி, தாந்தோணி, கரூர்.	[38, 274, 342, 302]
branch-section	[38, 1370, 394, 1465]
organizer-value: மு.அப்பன்பன், ஏமூர், சீத்தப்பட்டி ஆதி திராவிடர் குடியிருப்பு, தாந்தோணி, கரூர்.	[38, 1496, 343, 1525]
branch-title: காந்திபுரம் சி.எஸ்.ஐ.தெரு கிளை	[482, 687, 693, 703]
branch-title: அப்பிபாளையம் ஆதிதிராவிடர் தெரு கிளை	[817, 653, 1099, 669]
organizer-value: த.காமராஜ், ஏமூர் புதூர், ஏமூர், தாந்தோணி, கரூர்.	[113, 1197, 343, 1209]
booth-organizer: பா.சஞ்சய், 84, நடுப்பாளையம், ஆதி திராவிடர் தெரு, கரூர்.	[471, 285, 750, 297]
deputy-organizers-line	[780, 1562, 1136, 1628]
